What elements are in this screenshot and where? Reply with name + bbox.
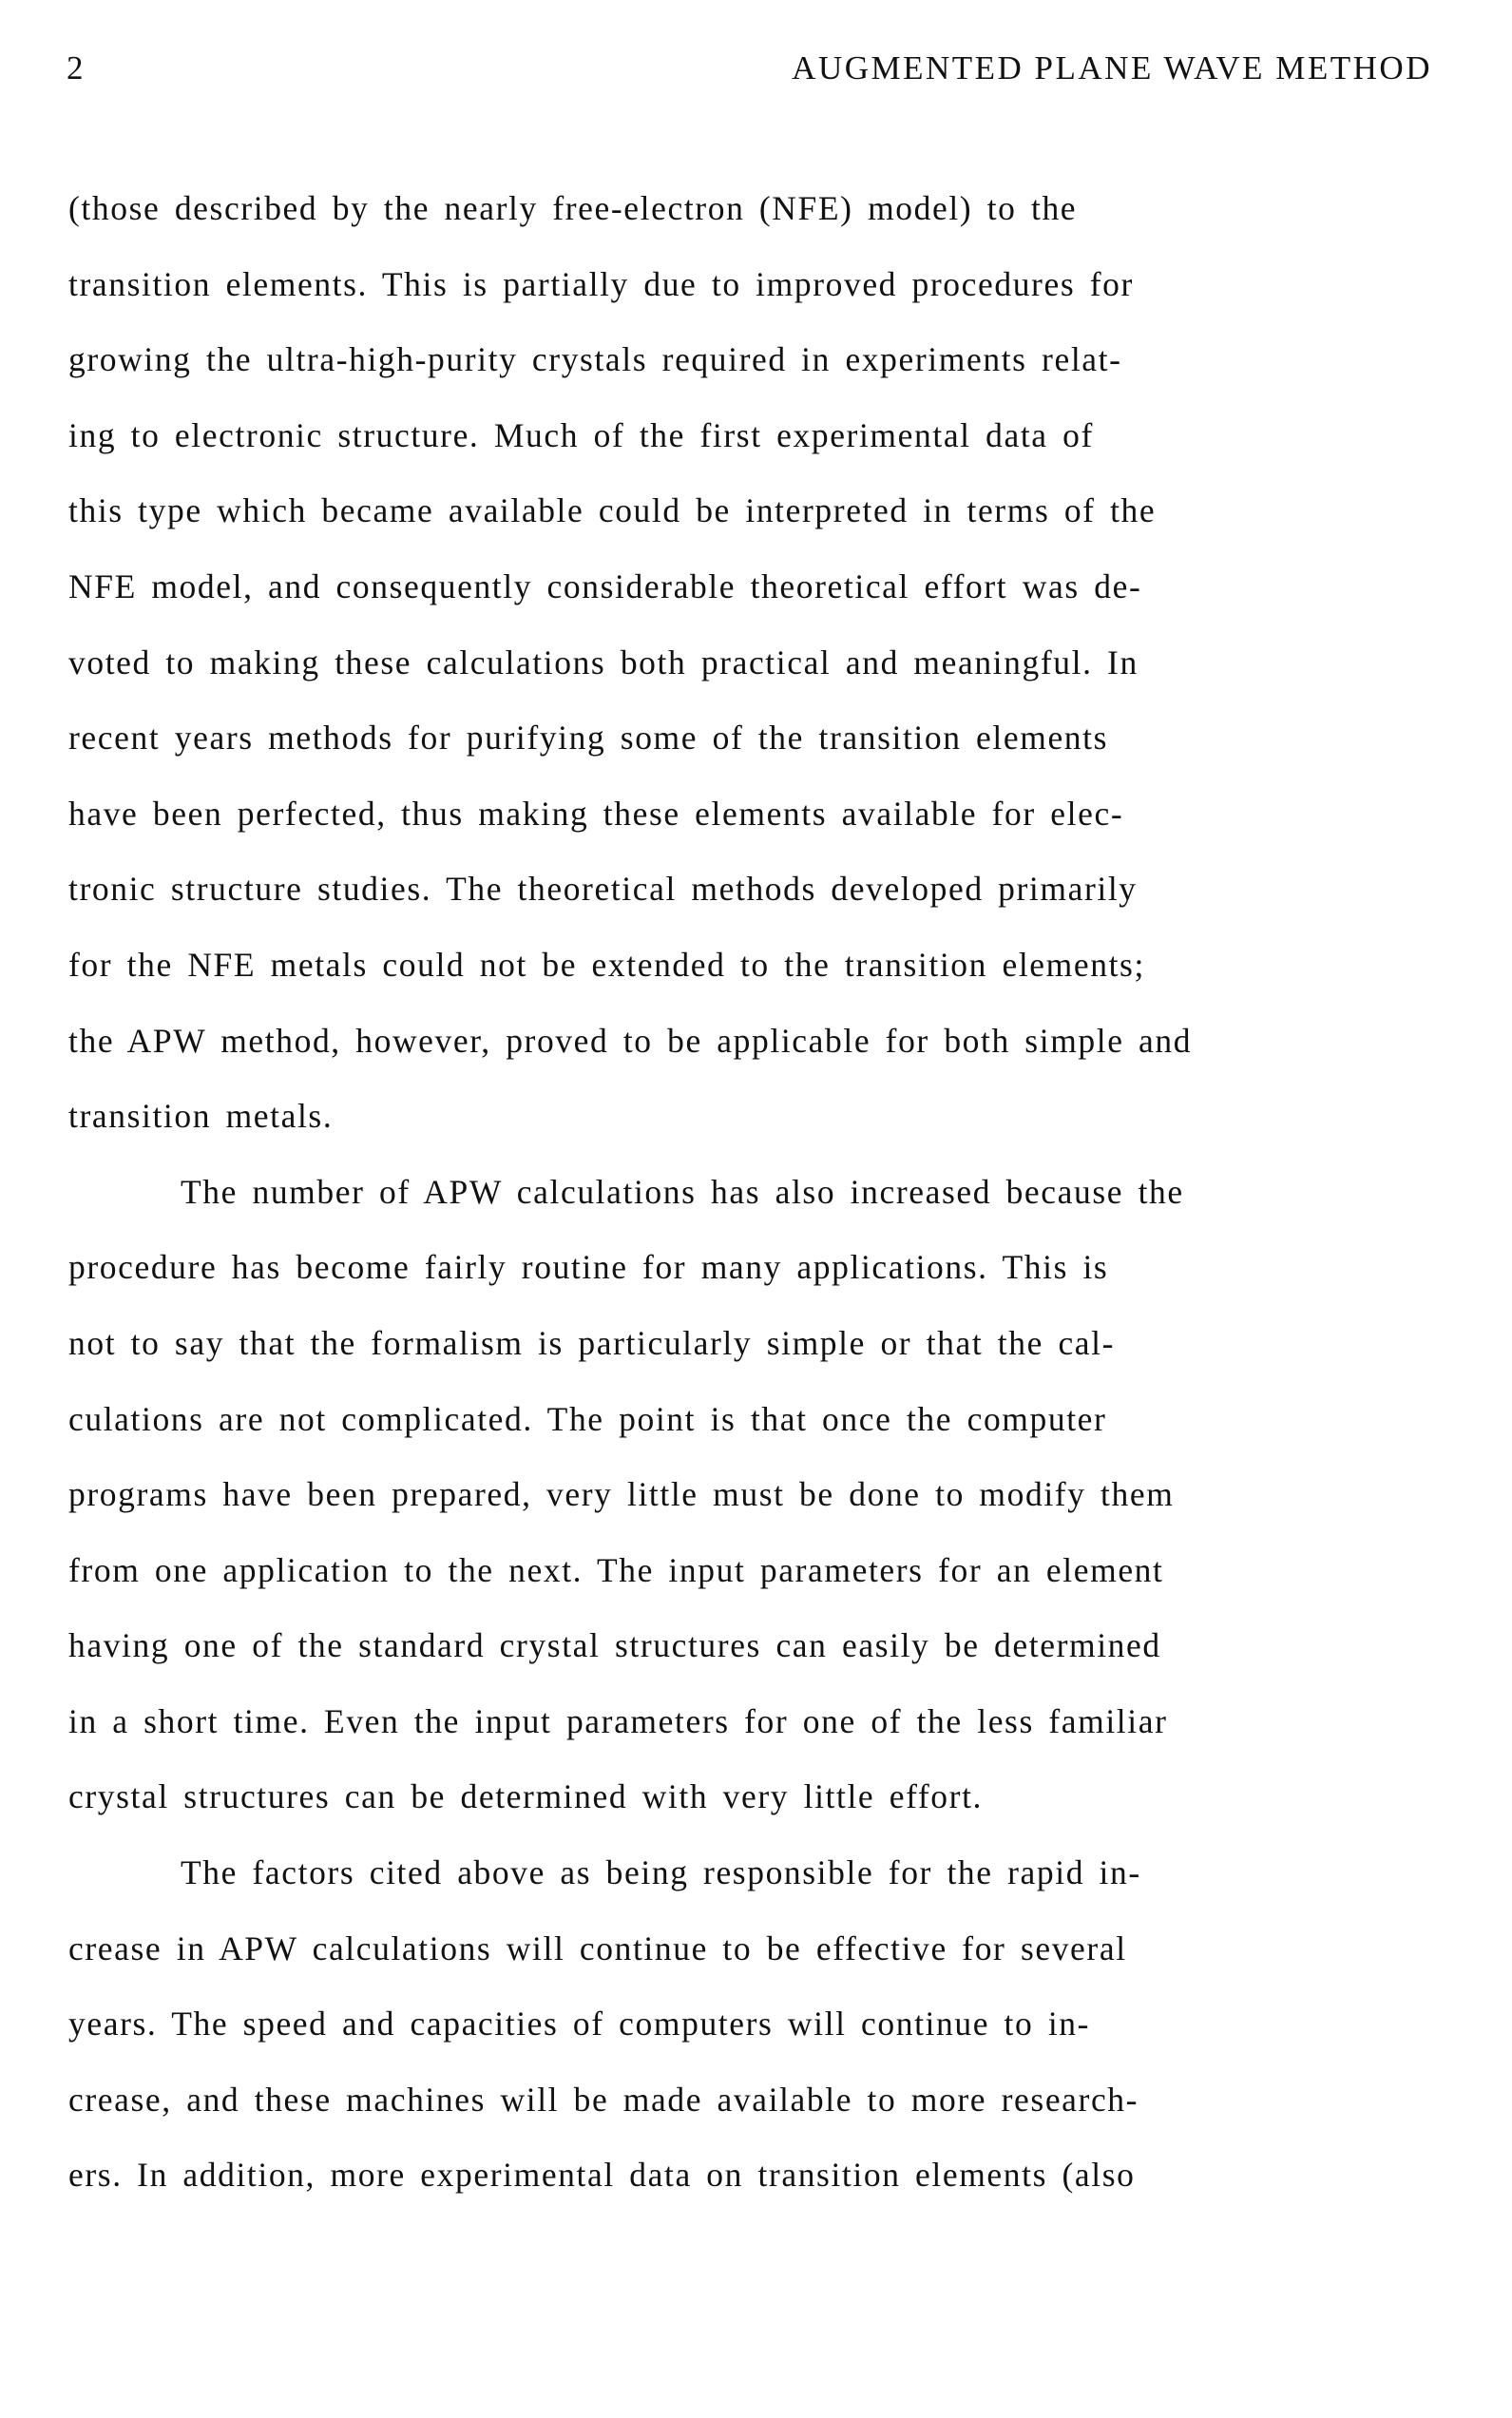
text-line: crease, and these machines will be made available to more research-	[68, 2080, 1139, 2119]
body-text	[68, 184, 1437, 2227]
text-line: ers. In addition, more experimental data on transition elements (also	[68, 2156, 1136, 2195]
text-line: the APW method, however, proved to be applicable for both simple and	[68, 1021, 1193, 1060]
text-line: voted to making these calculations both practical and meaningful. In	[68, 643, 1139, 681]
text-line: The number of APW calculations has also increased because the	[181, 1172, 1184, 1211]
text-line: in a short time. Even the input parameters for one of the less familiar	[68, 1701, 1168, 1740]
running-head-title: AUGMENTED PLANE WAVE METHOD	[792, 49, 1432, 86]
page-number: 2	[67, 49, 84, 86]
text-line: this type which became available could be interpreted in terms of the	[68, 491, 1157, 530]
text-line: procedure has become fairly routine for many applications. This is	[68, 1248, 1109, 1287]
text-line: recent years methods for purifying some of the transition elements	[68, 719, 1109, 758]
text-line: transition metals.	[68, 1097, 334, 1136]
text-line: programs have been prepared, very little must be done to modify them	[68, 1475, 1175, 1514]
text-line: crease in APW calculations will continue to be effective for several	[68, 1929, 1127, 1967]
text-line: NFE model, and consequently considerable theoretical effort was de-	[68, 566, 1142, 605]
text-line: ing to electronic structure. Much of the first experimental data of	[68, 415, 1094, 454]
text-line: transition elements. This is partially due to improved procedures for	[68, 264, 1134, 303]
text-line: for the NFE metals could not be extended to the transition elements;	[68, 945, 1145, 984]
text-line: (those described by the nearly free-electron (NFE) model) to the	[68, 189, 1078, 227]
text-line: tronic structure studies. The theoretical methods developed primarily	[68, 870, 1138, 909]
text-line: crystal structures can be determined with very little effort.	[68, 1777, 984, 1816]
text-line: growing the ultra-high-purity crystals required in experiments relat-	[68, 340, 1122, 379]
text-line: from one application to the next. The input parameters for an element	[68, 1550, 1164, 1589]
text-line: have been perfected, thus making these elements available for elec-	[68, 794, 1124, 833]
text-line: The factors cited above as being responsible for the rapid in-	[181, 1853, 1141, 1892]
text-line: not to say that the formalism is particularly simple or that the cal-	[68, 1323, 1116, 1362]
text-line: years. The speed and capacities of computers will continue to in-	[68, 2005, 1091, 2044]
text-line: having one of the standard crystal structures can easily be determined	[68, 1626, 1161, 1665]
text-line: culations are not complicated. The point is that once the computer	[68, 1399, 1107, 1438]
